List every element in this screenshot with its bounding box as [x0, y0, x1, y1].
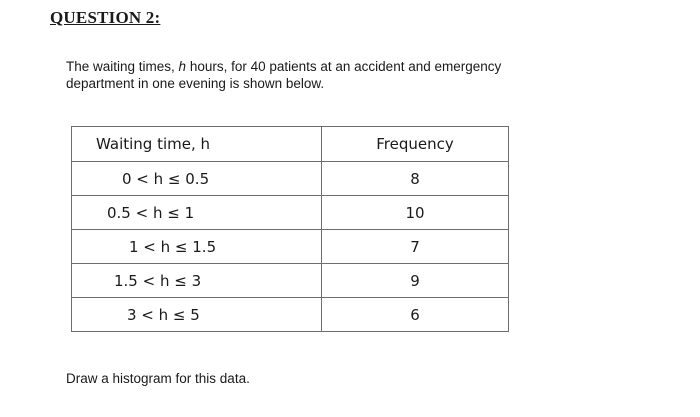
intro-text-part1: The waiting times, — [66, 59, 179, 74]
table-header-row — [72, 127, 509, 162]
interval-cell: 1 < h ≤ 1.5 — [72, 230, 322, 264]
interval-cell: 0 < h ≤ 0.5 — [72, 162, 322, 196]
interval-cell: 3 < h ≤ 5 — [72, 298, 322, 332]
frequency-cell: 8 — [322, 162, 509, 196]
table-row — [72, 230, 509, 264]
task-instruction: Draw a histogram for this data. — [66, 371, 250, 386]
table-row — [72, 196, 509, 230]
frequency-cell: 10 — [322, 196, 509, 230]
frequency-cell: 7 — [322, 230, 509, 264]
table-row — [72, 264, 509, 298]
question-heading: QUESTION 2: — [50, 8, 161, 27]
intro-variable: h — [178, 59, 187, 74]
header-waiting-time: Waiting time, h — [72, 127, 322, 162]
frequency-cell: 9 — [322, 264, 509, 298]
table-row — [72, 298, 509, 332]
header-frequency: Frequency — [322, 127, 509, 162]
intro-text-part2: hours, for 40 patients at an accident and emergency — [186, 59, 502, 74]
intro-text-line2: department in one evening is shown below. — [66, 76, 325, 91]
question-intro — [66, 58, 626, 92]
frequency-table — [71, 126, 509, 332]
frequency-cell: 6 — [322, 298, 509, 332]
interval-cell: 1.5 < h ≤ 3 — [72, 264, 322, 298]
interval-cell: 0.5 < h ≤ 1 — [72, 196, 322, 230]
table-row — [72, 162, 509, 196]
